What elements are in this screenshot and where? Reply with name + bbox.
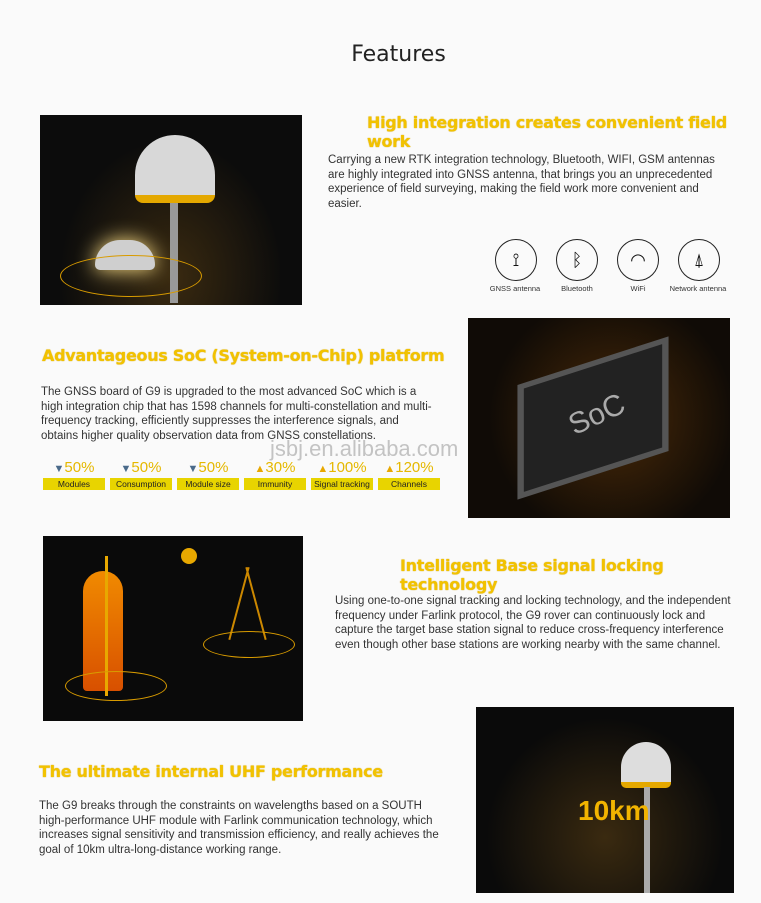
gnss-antenna-icon: ⟟ (495, 239, 537, 281)
section-heading: Advantageous SoC (System-on-Chip) platform (42, 346, 445, 365)
icon-label: WiFi (630, 284, 646, 293)
section-text: Using one-to-one signal tracking and locking technology, and the independent frequency under Farlink protocol, the G9 rover can continuously lock and capture the target base station signal to reduce cross-frequency interference even though other base stations are working nearby with the same channel. (335, 595, 731, 651)
soc-chip-image (468, 318, 730, 518)
bluetooth-icon: ᛒ (556, 239, 598, 281)
section-heading: Intelligent Base signal locking technology (400, 556, 664, 594)
section-heading: The ultimate internal UHF performance (39, 762, 383, 781)
stat-signal-tracking: ▲100% Signal tracking (311, 459, 373, 490)
section-text: Carrying a new RTK integration technology, Bluetooth, WIFI, GSM antennas are highly integrated into GNSS antenna, that brings you an unprecedented experience of field surveying, making the field work more convenient and easier. (328, 154, 715, 210)
receiver-image (40, 115, 302, 305)
watermark: jsbj.en.alibaba.com (270, 436, 459, 461)
base-locking-image (43, 536, 303, 721)
stat-modules: ▼50% Modules (43, 459, 105, 490)
wifi-icon: ◠ (617, 239, 659, 281)
section-heading: High integration creates convenient field work (367, 113, 727, 151)
stat-consumption: ▼50% Consumption (110, 459, 172, 490)
icon-label: Network antenna (669, 284, 727, 293)
icon-label: GNSS antenna (489, 284, 541, 293)
page-title: Features (351, 42, 446, 67)
stat-module-size: ▼50% Module size (177, 459, 239, 490)
section-text: The G9 breaks through the constraints on wavelengths based on a SOUTH high-performance UHF module with Farlink communication technology, which increases signal sensitivity and transmission efficiency, and really achieves the goal of 10km ultra-long-distance working range. (39, 800, 439, 856)
range-label: 10km (578, 795, 650, 826)
icon-label: Bluetooth (561, 284, 593, 293)
stat-immunity: ▲30% Immunity (244, 459, 306, 490)
section-text: The GNSS board of G9 is upgraded to the most advanced SoC which is a high integration chip that has 1598 channels for multi-constellation and multi-frequency tracking, efficiently suppresses the interference signals, and obtains higher quality observation data from GNSS constellations. (41, 386, 432, 442)
stat-channels: ▲120% Channels (378, 459, 440, 490)
soc-label: SoC (563, 387, 631, 442)
network-antenna-icon: ⍋ (678, 239, 720, 281)
uhf-range-image (476, 707, 734, 893)
